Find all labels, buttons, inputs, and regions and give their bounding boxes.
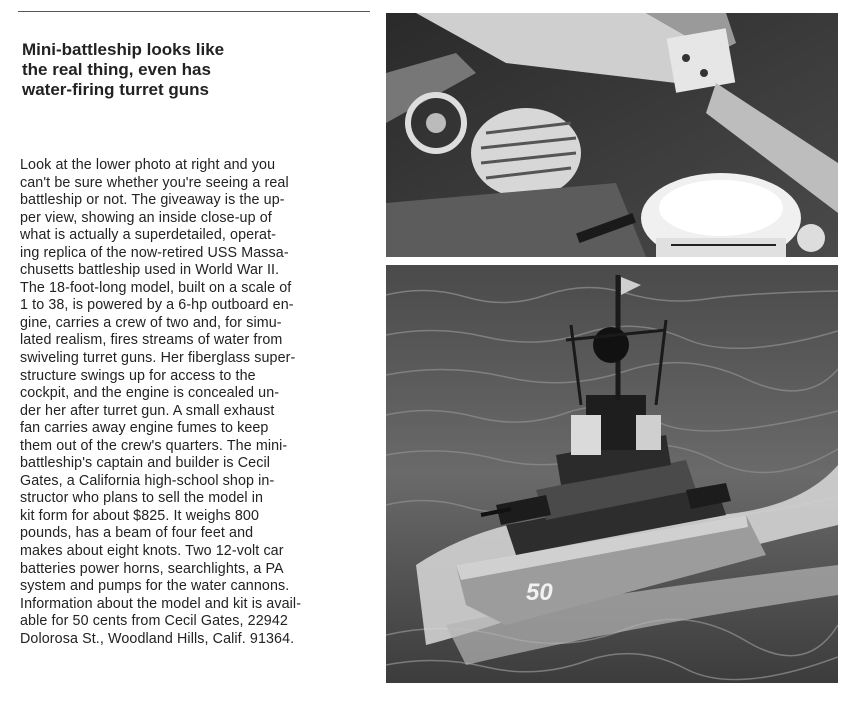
- headline-line: water-firing turret guns: [22, 80, 210, 99]
- body-line: structor who plans to sell the model in: [20, 490, 264, 507]
- battleship-illustration: [386, 265, 838, 683]
- body-line: per view, showing an inside close-up of: [20, 209, 272, 226]
- body-line: Gates, a California high-school shop in-: [20, 472, 275, 489]
- body-line: batteries power horns, searchlights, a PA: [20, 560, 284, 577]
- battleship-model-photo: [386, 265, 838, 683]
- body-line: them out of the crew's quarters. The mini-: [20, 437, 288, 454]
- body-line: kit form for about $825. It weighs 800: [20, 507, 260, 524]
- article-headline: [22, 40, 342, 100]
- body-line: battleship or not. The giveaway is the up-: [20, 192, 285, 209]
- body-line: able for 50 cents from Cecil Gates, 22942: [20, 613, 288, 630]
- hull-number: 50: [526, 579, 553, 606]
- body-line: can't be sure whether you're seeing a real: [20, 174, 289, 191]
- headline-line: the real thing, even has: [22, 60, 211, 79]
- body-line: 1 to 38, is powered by a 6-hp outboard en-: [20, 297, 294, 314]
- body-line: cockpit, and the engine is concealed un-: [20, 385, 280, 402]
- body-line: pounds, has a beam of four feet and: [20, 525, 254, 542]
- article-body: [20, 157, 372, 648]
- cockpit-closeup-photo: [386, 13, 838, 257]
- cockpit-illustration: [386, 13, 838, 257]
- body-line: fan carries away engine fumes to keep: [20, 420, 269, 437]
- body-line: what is actually a superdetailed, operat-: [20, 227, 277, 244]
- body-line: battleship's captain and builder is Cecil: [20, 455, 271, 472]
- body-line: swiveling turret guns. Her fiberglass super-: [20, 350, 296, 367]
- body-line: structure swings up for access to the: [20, 367, 256, 384]
- body-line: Information about the model and kit is avail-: [20, 595, 302, 612]
- body-line: makes about eight knots. Two 12-volt car: [20, 543, 284, 560]
- body-line: system and pumps for the water cannons.: [20, 578, 290, 595]
- body-line: The 18-foot-long model, built on a scale of: [20, 279, 292, 296]
- body-line: der her after turret gun. A small exhaust: [20, 402, 275, 419]
- body-line: gine, carries a crew of two and, for simu-: [20, 314, 282, 331]
- body-line: ing replica of the now-retired USS Massa-: [20, 244, 289, 261]
- top-rule: [18, 11, 370, 12]
- body-line: Dolorosa St., Woodland Hills, Calif. 91364.: [20, 630, 295, 647]
- headline-line: Mini-battleship looks like: [22, 40, 225, 59]
- body-line: lated realism, fires streams of water from: [20, 332, 283, 349]
- body-line: Look at the lower photo at right and you: [20, 157, 276, 173]
- body-line: chusetts battleship used in World War II.: [20, 262, 280, 279]
